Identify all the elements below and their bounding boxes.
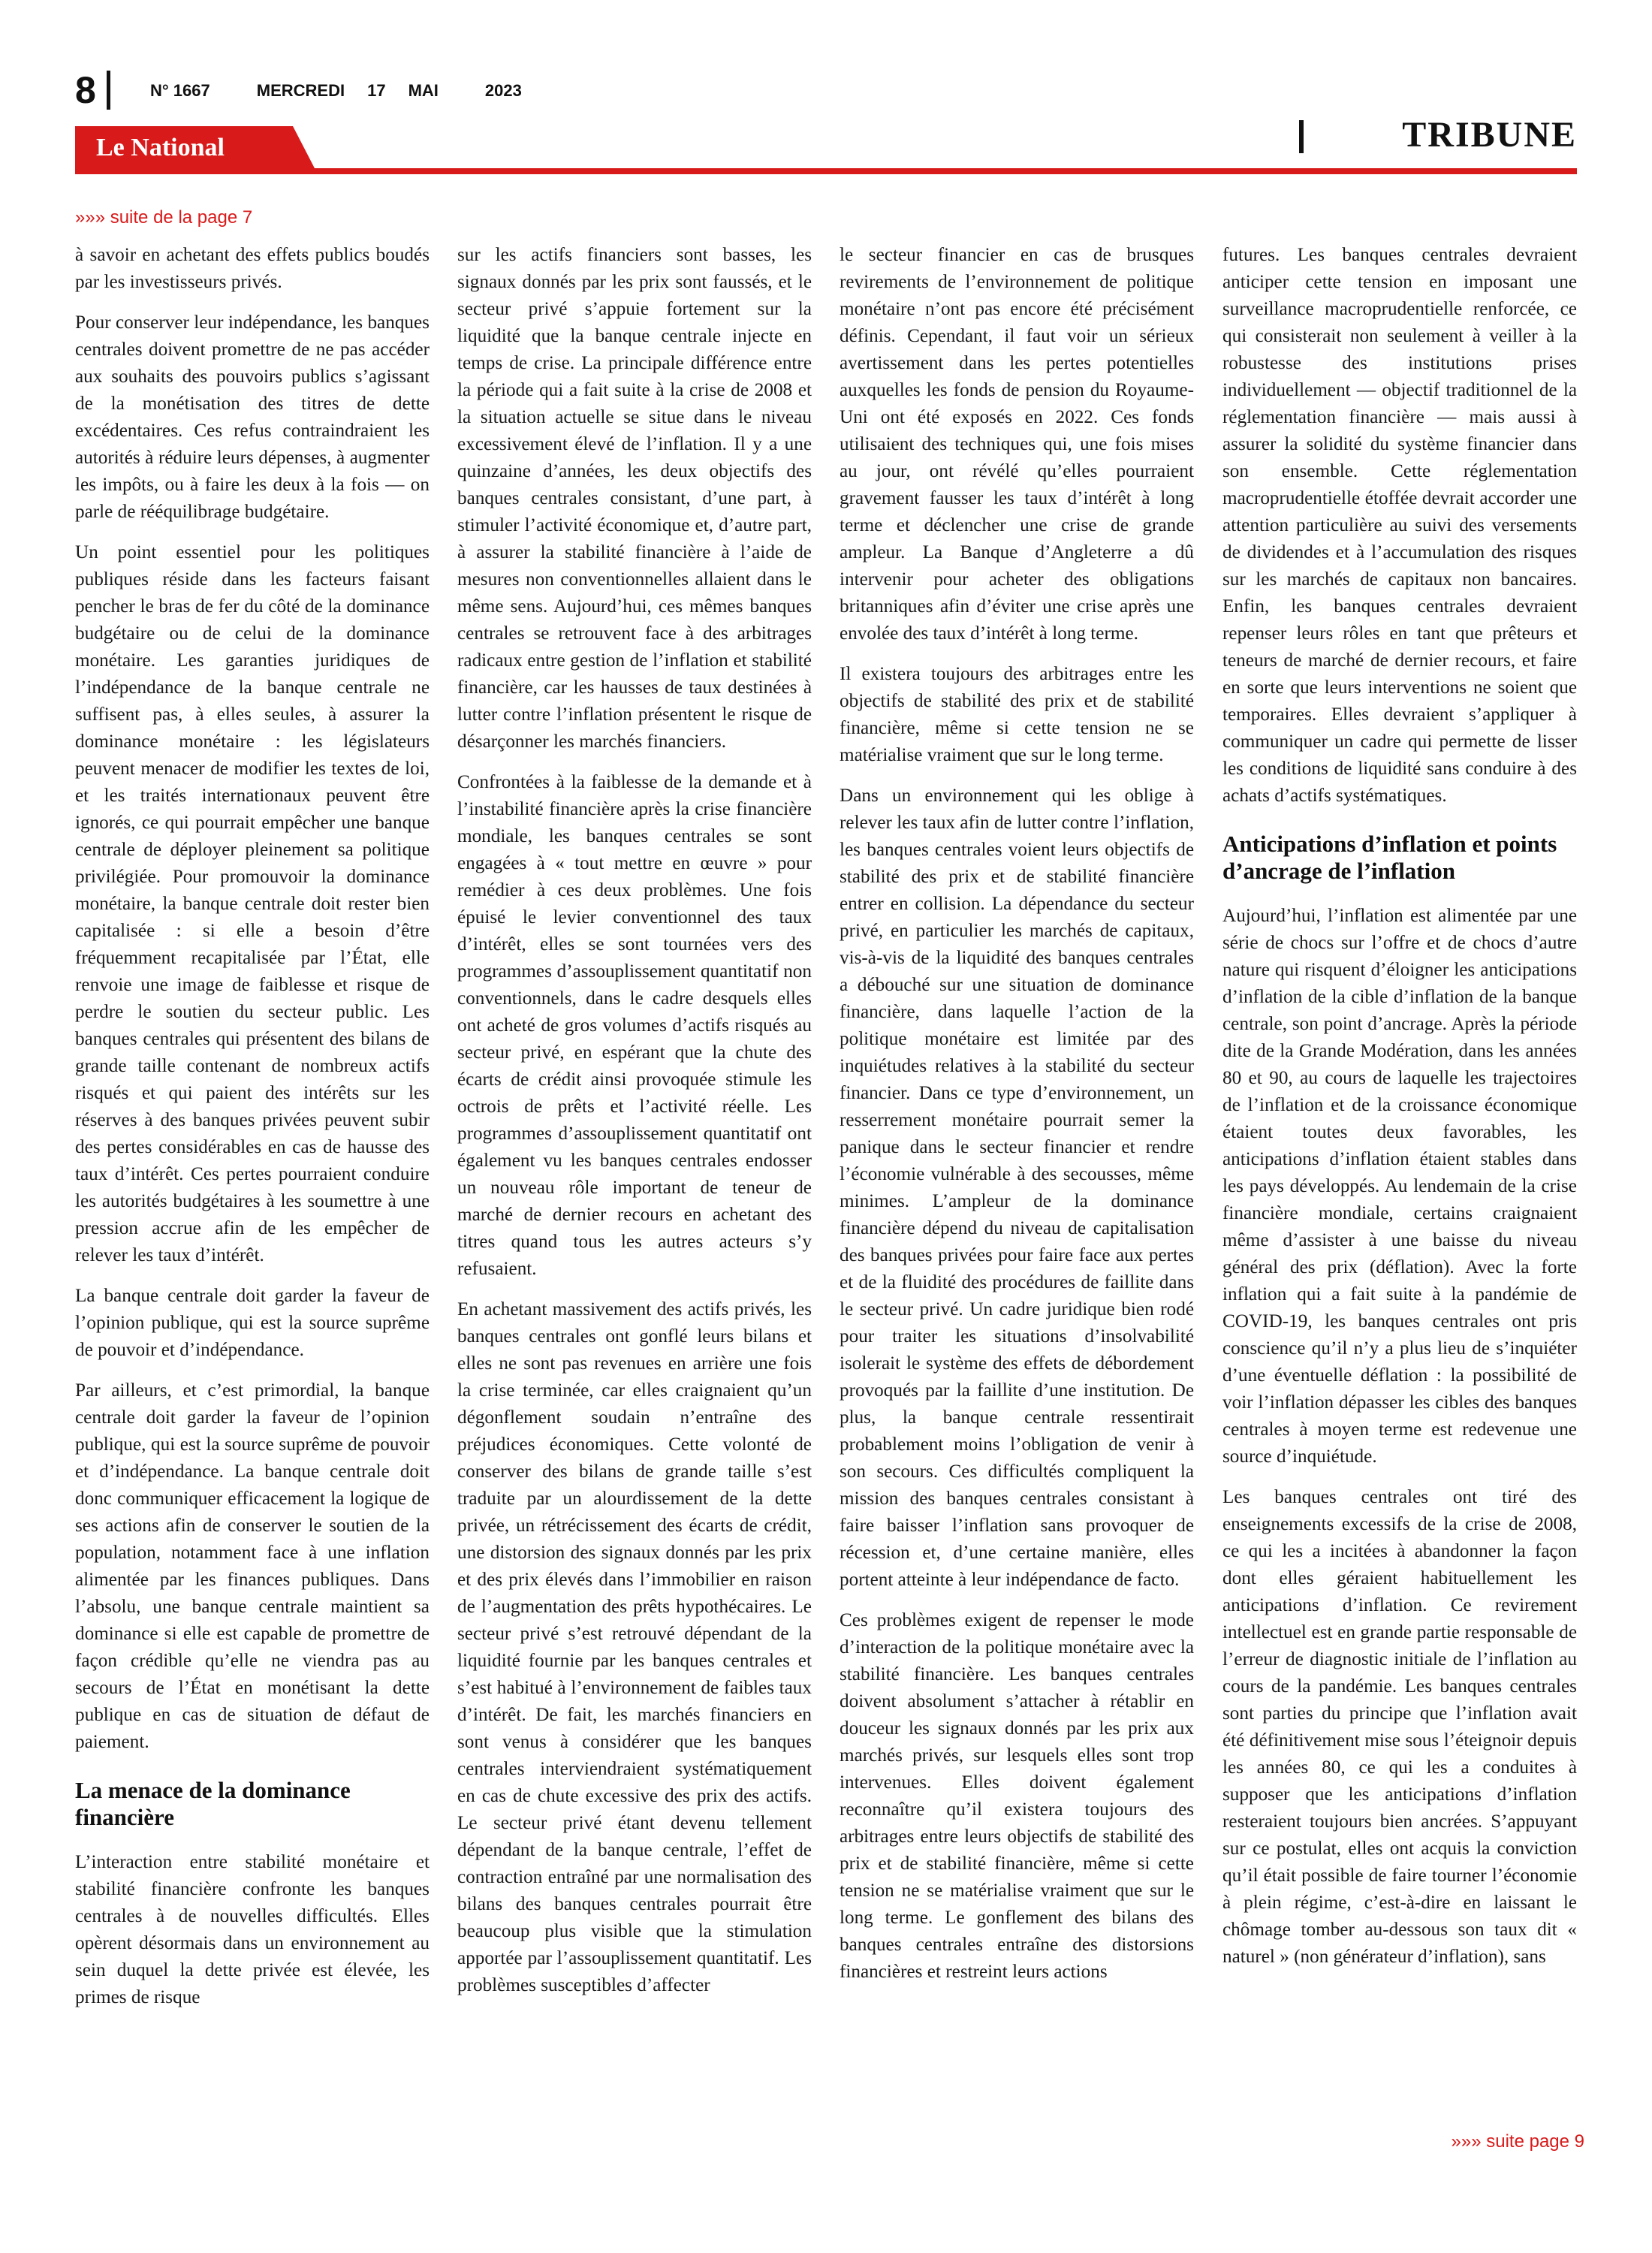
section-divider bbox=[1299, 120, 1304, 153]
paragraph: Aujourd’hui, l’inflation est alimentée par une série de chocs sur l’offre et de chocs d’autre nature qui risquent d’éloigner les anticipations d’inflation de la cible d’inflation de la banque centrale, son point d’ancrage. Après la période dite de la Grande Modération, dans les années 80 et 90, au cours de laquelle les trajectoires de l’inflation et de la croissance économique étaient toutes deux favorables, les anticipations d’inflation étaient stables dans les pays développés. Au lendemain de la crise financière mondiale, certains craignaient même d’assister à une baisse du niveau général des prix (déflation). Avec la forte inflation qui a fait suite à la pandémie de COVID-19, les banques centrales ont pris conscience qu’il n’y a plus lieu de s’inquiéter d’une éventuelle déflation : la possibilité de voir l’inflation dépasser les cibles des banques centrales à moyen terme est redevenue une source d’inquiétude. bbox=[1222, 906, 1577, 1467]
section-heading: La menace de la dominance financière bbox=[75, 1777, 351, 1830]
paragraph: Dans un environnement qui les oblige à relever les taux afin de lutter contre l’inflation, les banques centrales voient leurs objectifs de stabilité des prix et de stabilité financière entrer en collision. La dépendance du secteur privé, en particulier les marchés de capitaux, vis-à-vis de la liquidité des banques centrales a débouché sur une situation de dominance financière, dans laquelle l’action de la politique monétaire est limitée par des inquiétudes relatives à la stabilité du secteur financier. Dans ce type d’environnement, un resserrement monétaire pourrait semer la panique dans le secteur financier et rendre l’économie vulnérable à des secousses, même minimes. L’ampleur de la dominance financière dépend du niveau de capitalisation des banques privées pour faire face aux pertes et de la fluidité des procédures de faillite dans le secteur privé. Un cadre juridique bien rodé pour traiter les situations d’insolvabilité isolerait le système des effets de débordement provoqués par la faillite d’une institution. De plus, la banque centrale ressentirait probablement moins l’obligation de venir à son secours. Ces difficultés compliquent la mission des banques centrales consistant à faire baisser l’inflation sans provoquer de récession et, d’une certaine manière, elles portent atteinte à leur indépendance de facto. bbox=[840, 786, 1194, 1590]
paragraph: à savoir en achetant des effets publics boudés par les investisseurs privés. bbox=[75, 245, 430, 292]
paragraph: La banque centrale doit garder la faveur de l’opinion publique, qui est la source suprême de pouvoir et d’indépendance. bbox=[75, 1286, 430, 1360]
header-rule bbox=[75, 168, 1577, 174]
article-column-3 bbox=[840, 242, 1194, 2127]
page-number: 8 bbox=[75, 69, 96, 111]
article-column-4 bbox=[1222, 242, 1577, 2127]
page-number-divider bbox=[107, 71, 110, 110]
paragraph: Les banques centrales ont tiré des enseignements excessifs de la crise de 2008, ce qui les a incitées à abandonner la façon dont elles géraient habituellement les anticipations d’inflation. Ce revirement intellectuel est en grande partie responsable de l’erreur de diagnostic initiale de l’inflation au cours de la pandémie. Les banques centrales sont parties du principe que l’inflation avait été définitivement mise sous l’éteignoir depuis les années 80, ce qui les a conduites à supposer que les anticipations d’inflation resteraient toujours bien ancrées. S’appuyant sur ce postulat, elles ont acquis la conviction qu’il était possible de faire tourner l’économie à plein régime, c’est-à-dire en laissant le chômage tomber au-dessous son taux dit « naturel » (non générateur d’inflation), sans bbox=[1222, 1487, 1577, 1967]
section-heading: Anticipations d’inflation et points d’ancrage de l’inflation bbox=[1222, 831, 1557, 884]
brand-logo: Le National bbox=[96, 134, 225, 161]
paragraph: Un point essentiel pour les politiques publiques réside dans les facteurs faisant pencher le bras de fer du côté de la dominance budgétaire ou de celui de la dominance monétaire. Les garanties juridiques de l’indépendance de la banque centrale ne suffisent pas, à elles seules, à assurer la dominance monétaire : les législateurs peuvent menacer de modifier les textes de loi, et les traités internationaux peuvent être ignorés, ce qui pourrait empêcher une banque centrale de déployer pleinement sa politique privilégiée. Pour promouvoir la dominance monétaire, la banque centrale doit rester bien capitalisée : si elle a besoin d’être fréquemment recapitalisée par l’État, elle renvoie une image de faiblesse et risque de perdre le soutien du secteur public. Les banques centrales qui présentent des bilans de grande taille contenant de nombreux actifs risqués et qui paient des intérêts sur les réserves à des banques privées peuvent subir des pertes considérables en cas de hausse des taux d’intérêt. Ces pertes pourraient conduire les autorités budgétaires à les soumettre à une pression accrue afin de les empêcher de relever les taux d’intérêt. bbox=[75, 542, 430, 1265]
article-body bbox=[75, 242, 1577, 2127]
paragraph: En achetant massivement des actifs privés, les banques centrales ont gonflé leurs bilans et elles ne sont pas revenues en arrière une fois la crise terminée, car elles craignaient qu’un dégonflement soudain n’entraîne des préjudices économiques. Cette volonté de conserver des bilans de grande taille s’est traduite par un alourdissement de la dette privée, un rétrécissement des écarts de crédit, une distorsion des signaux donnés par les prix et des prix élevés dans l’immobilier en raison de l’augmentation des prêts hypothécaires. Le secteur privé s’est retrouvé dépendant de la liquidité fournie par les banques centrales et s’est habitué à l’environnement de faibles taux d’intérêt. De fait, les marchés financiers en sont venus à considérer que les banques centrales interviendraient systématiquement en cas de chute excessive des prix des actifs. Le secteur privé étant devenu tellement dépendant de la banque centrale, l’effet de contraction entraîné par une normalisation des bilans des banques centrales pourrait être beaucoup plus visible que la stimulation apportée par l’assouplissement quantitatif. Les problèmes susceptibles d’affecter bbox=[457, 1299, 812, 1995]
masthead bbox=[75, 68, 1577, 180]
issue-number: N° 1667 bbox=[150, 81, 210, 100]
paragraph: Pour conserver leur indépendance, les banques centrales doivent promettre de ne pas accéder aux souhaits des pouvoirs publics s’agissant de la monétisation des titres de dette excédentaires. Ces refus contraindraient les autorités à réduire leurs dépenses, à augmenter les impôts, ou à faire les deux à la fois — on parle de rééquilibrage budgétaire. bbox=[75, 312, 430, 522]
paragraph: Ces problèmes exigent de repenser le mode d’interaction de la politique monétaire avec la stabilité financière. Les banques centrales doivent absolument s’attacher à rétablir en douceur les signaux donnés par les prix aux marchés privés, sur lesquels elles sont trop intervenues. Elles doivent également reconnaître qu’il existera toujours des arbitrages entre leurs objectifs de stabilité des prix et de stabilité financière, même si cette tension ne se matérialise vraiment que sur le long terme. Le gonflement des bilans des banques centrales entraîne des distorsions financières et restreint leurs actions bbox=[840, 1610, 1194, 1982]
paragraph: L’interaction entre stabilité monétaire et stabilité financière confronte les banques centrales à de nouvelles difficultés. Elles opèrent désormais dans un environnement au sein duquel la dette privée est élevée, les primes de risque bbox=[75, 1852, 430, 2007]
paragraph: Il existera toujours des arbitrages entre les objectifs de stabilité des prix et de stabilité financière, même si cette tension ne se matérialise vraiment que sur le long terme. bbox=[840, 664, 1194, 765]
issue-info bbox=[150, 81, 544, 101]
continued-to-link[interactable]: »»» suite page 9 bbox=[1451, 2131, 1584, 2152]
paragraph: Par ailleurs, et c’est primordial, la banque centrale doit garder la faveur de l’opinion publique, qui est la source suprême de pouvoir et d’indépendance. La banque centrale doit donc communiquer efficacement la logique de ses actions afin de conserver le soutien de la population, notamment face à une inflation alimentée par les finances publiques. Dans l’absolu, une banque centrale maintient sa dominance si elle est capable de promettre de façon crédible qu’elle ne viendra pas au secours de l’État en monétisant la dette publique en cas de situation de défaut de paiement. bbox=[75, 1380, 430, 1752]
issue-day: 17 bbox=[367, 81, 386, 100]
paragraph: le secteur financier en cas de brusques revirements de l’environnement de politique monétaire n’ont pas encore été précisément définis. Cependant, il faut voir un sérieux avertissement dans les pertes potentielles auxquelles les fonds de pension du Royaume-Uni ont été exposés en 2022. Ces fonds utilisaient des techniques qui, une fois mises au jour, ont révélé qu’elles pourraient gravement fausser les taux d’intérêt à long terme et déclencher une crise de grande ampleur. La Banque d’Angleterre a dû intervenir pour acheter des obligations britanniques afin d’éviter une crise après une envolée des taux d’intérêt à long terme. bbox=[840, 245, 1194, 644]
continued-from-link[interactable]: »»» suite de la page 7 bbox=[75, 207, 253, 228]
issue-month: MAI bbox=[408, 81, 439, 100]
paragraph: futures. Les banques centrales devraient anticiper cette tension en imposant une surveillance macroprudentielle renforcée, ce qui consisterait non seulement à veiller à la robustesse des institutions prises individuellement — objectif traditionnel de la réglementation financière — mais aussi à assurer la solidité du système financier dans son ensemble. Cette réglementation macroprudentielle étoffée devrait accorder une attention particulière au suivi des versements de dividendes et à l’accumulation des risques sur les marchés de capitaux non bancaires. Enfin, les banques centrales devraient repenser leurs rôles en tant que prêteurs et teneurs de marché de dernier recours, et faire en sorte que leurs interventions ne soient que temporaires. Elles devraient s’appliquer à communiquer un cadre qui permette de lisser les conditions de liquidité sans conduire à des achats d’actifs systématiques. bbox=[1222, 245, 1577, 806]
article-column-2 bbox=[457, 242, 812, 2127]
section-title: TRIBUNE bbox=[1402, 115, 1577, 155]
article-column-1 bbox=[75, 242, 430, 2127]
paragraph: Confrontées à la faiblesse de la demande et à l’instabilité financière après la crise financière mondiale, les banques centrales se sont engagées à « tout mettre en œuvre » pour remédier à ces deux problèmes. Une fois épuisé le levier conventionnel des taux d’intérêt, elles se sont tournées vers des programmes d’assouplissement quantitatif non conventionnels, dans le cadre desquels elles ont acheté de gros volumes d’actifs risqués au secteur privé, en espérant que la chute des écarts de crédit ainsi provoquée stimule les octrois de prêts et l’activité réelle. Les programmes d’assouplissement quantitatif ont également vu les banques centrales endosser un nouveau rôle important de teneur de marché de dernier recours en achetant des titres quand tous les autres acteurs s’y refusaient. bbox=[457, 772, 812, 1279]
issue-weekday: MERCREDI bbox=[256, 81, 345, 100]
paragraph: sur les actifs financiers sont basses, les signaux donnés par les prix sont faussés, et le secteur privé s’appuie fortement sur la liquidité que la banque centrale injecte en temps de crise. La principale différence entre la période qui a fait suite à la crise de 2008 et la situation actuelle se situe dans le niveau excessivement élevé de l’inflation. Il y a une quinzaine d’années, les deux objectifs des banques centrales consistant, d’une part, à stimuler l’activité économique et, d’autre part, à assurer la stabilité financière à l’aide de mesures non conventionnelles allaient dans le même sens. Aujourd’hui, ces mêmes banques centrales se retrouvent face à des arbitrages radicaux entre gestion de l’inflation et stabilité financière, car les hausses de taux destinées à lutter contre l’inflation présentent le risque de désarçonner les marchés financiers. bbox=[457, 245, 812, 752]
issue-year: 2023 bbox=[484, 81, 522, 100]
